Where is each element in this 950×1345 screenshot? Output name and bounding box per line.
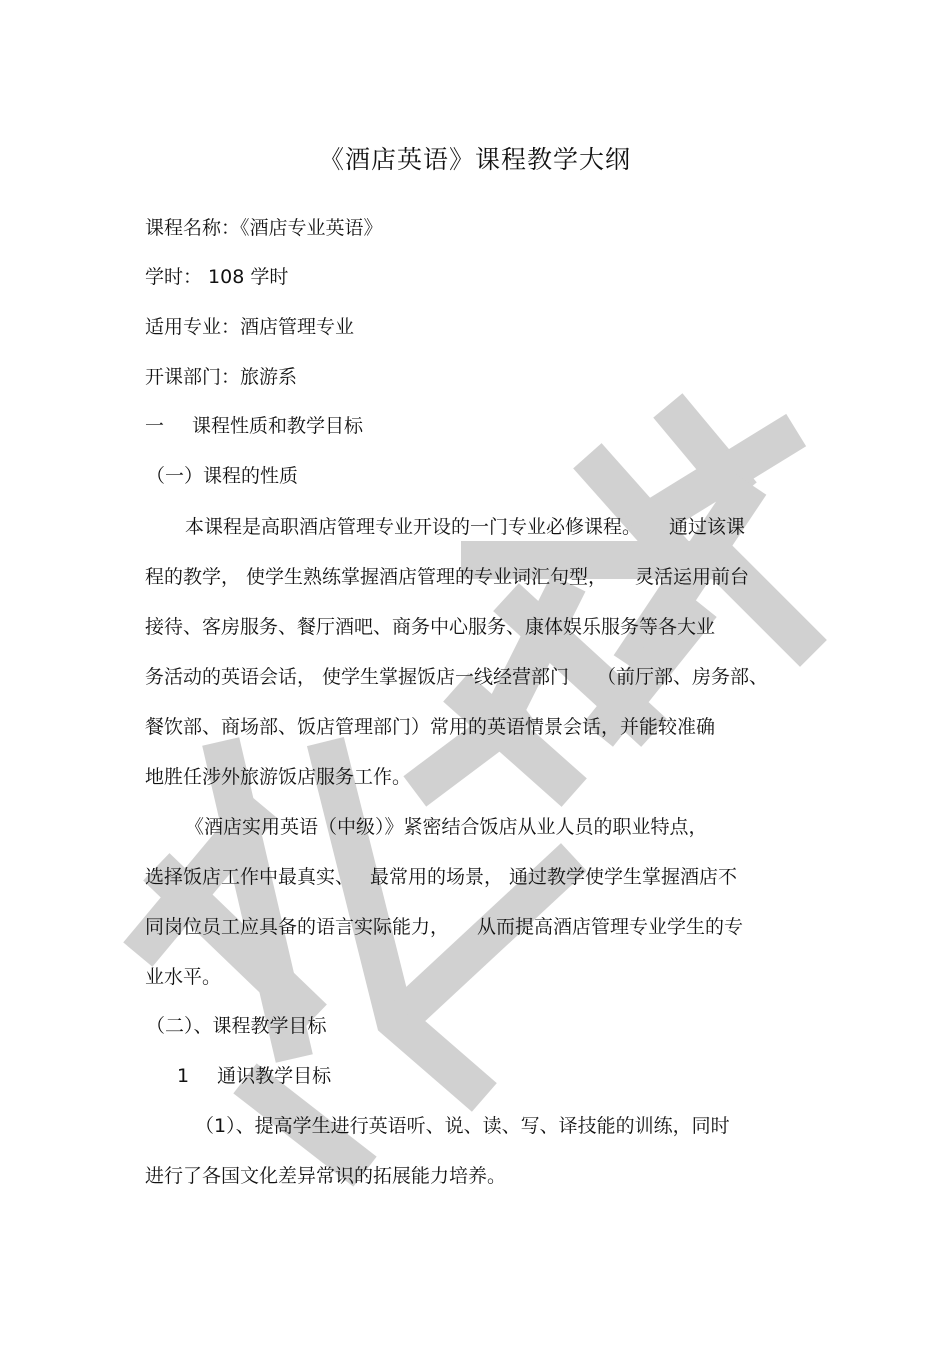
- text-segment: 通过该课: [669, 516, 746, 538]
- text-segment: 务活动的英语会话， 使学生掌握饭店一线经营部门: [145, 666, 570, 688]
- applicable-major: 适用专业：酒店管理专业: [145, 316, 355, 338]
- text-segment: 程的教学， 使学生熟练掌握酒店管理的专业词汇句型，: [145, 566, 608, 588]
- course-hours: 学时： 108 学时: [145, 266, 289, 288]
- section-title: 课程性质和教学目标: [192, 415, 364, 437]
- subsection-heading-1: （一）课程的性质: [146, 465, 299, 487]
- paragraph-line: 餐饮部、商场部、饭店管理部门）常用的英语情景会话，并能较准确: [145, 716, 716, 738]
- paragraph-line: [145, 562, 749, 592]
- paragraph-line: 进行了各国文化差异常识的拓展能力培养。: [145, 1165, 507, 1187]
- section-heading-1: [145, 411, 363, 441]
- paragraph-line: [145, 912, 743, 942]
- paragraph-line: （1）、提高学生进行英语听、说、读、写、译技能的训练，同时: [195, 1115, 730, 1137]
- item-heading-1: [177, 1061, 331, 1091]
- paragraph-line: 地胜任涉外旅游饭店服务工作。: [145, 766, 412, 788]
- subsection-heading-2: （二）、课程教学目标: [146, 1015, 327, 1037]
- text-segment: 本课程是高职酒店管理专业开设的一门专业必修课程。: [185, 516, 642, 538]
- text-segment: （前厅部、房务部、: [597, 666, 769, 688]
- text-segment: 从而提高酒店管理专业学生的专: [477, 916, 744, 938]
- item-label: 通识教学目标: [217, 1065, 332, 1087]
- paragraph-line: 《酒店实用英语（中级）》紧密结合饭店从业人员的职业特点，: [185, 816, 708, 838]
- text-segment: 灵活运用前台: [635, 566, 750, 588]
- course-name: 课程名称：《酒店专业英语》: [145, 217, 383, 239]
- text-segment: 选择饭店工作中最真实、: [145, 866, 355, 888]
- page-title: 《酒店英语》课程教学大纲: [318, 145, 631, 174]
- offering-department: 开课部门：旅游系: [145, 366, 298, 388]
- paragraph-line: 业水平。: [145, 966, 222, 988]
- paragraph-line: [145, 662, 768, 692]
- paragraph-line: [185, 512, 745, 542]
- text-segment: 最常用的场景， 通过教学使学生掌握酒店不: [370, 866, 738, 888]
- section-number: 一: [145, 415, 165, 437]
- paragraph-line: [145, 862, 737, 892]
- text-segment: 同岗位员工应具备的语言实际能力，: [145, 916, 450, 938]
- paragraph-line: 接待、客房服务、餐厅酒吧、商务中心服务、康体娱乐服务等各大业: [145, 616, 716, 638]
- item-number: 1: [177, 1065, 190, 1087]
